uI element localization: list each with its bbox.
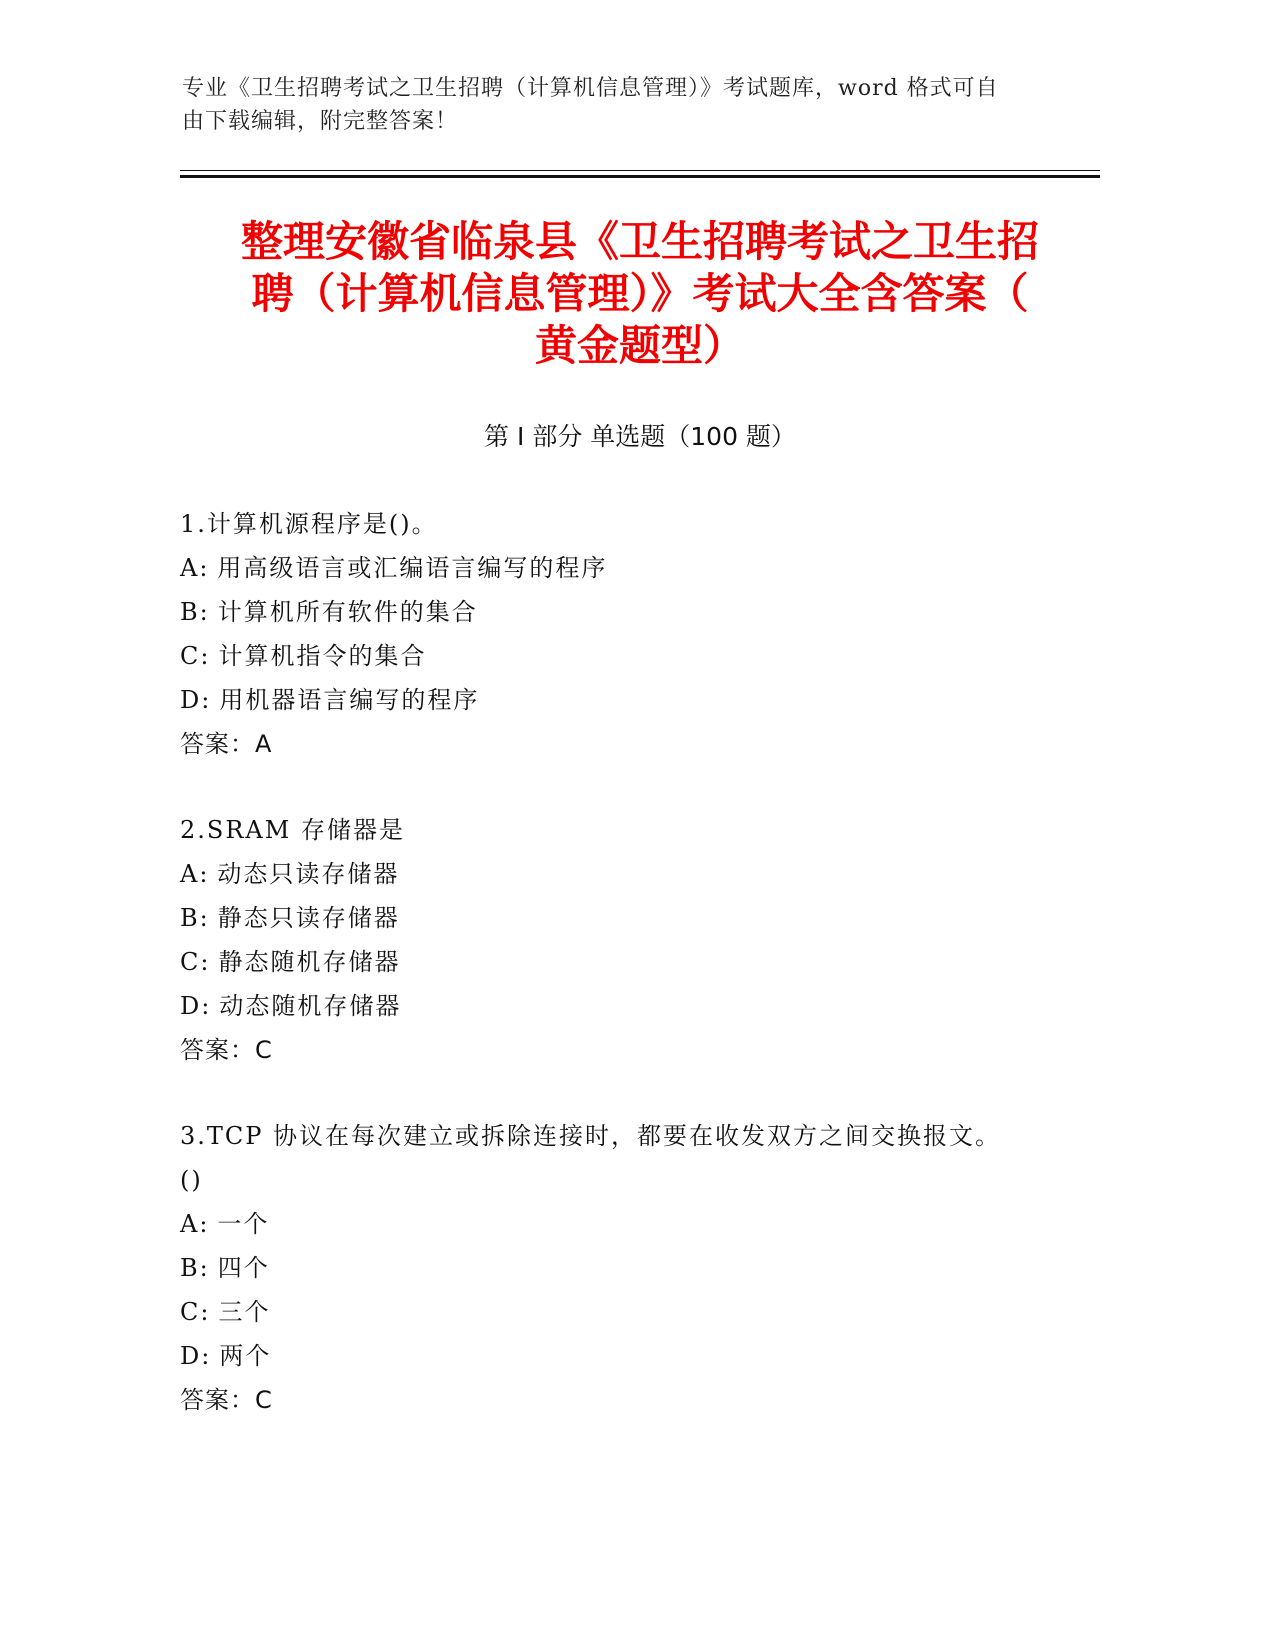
option-letter: B:: [180, 1254, 210, 1282]
option-letter: B:: [180, 904, 210, 932]
question-3: [180, 1114, 1080, 1422]
option-text: 静态只读存储器: [217, 904, 400, 932]
option-text: 动态只读存储器: [217, 860, 400, 888]
option-text: 四个: [217, 1254, 270, 1282]
title-line-1: 整理安徽省临泉县《卫生招聘考试之卫生招: [240, 217, 1039, 266]
option-text: 用高级语言或汇编语言编写的程序: [217, 554, 608, 582]
question-2: [180, 808, 1080, 1072]
answer-line: 答案：A: [180, 730, 273, 758]
option-text: 动态随机存储器: [219, 992, 402, 1020]
option-text: 计算机指令的集合: [218, 642, 427, 670]
option-c: [180, 634, 1080, 678]
option-letter: A:: [180, 860, 210, 888]
option-a: [180, 1202, 1080, 1246]
option-b: [180, 590, 1080, 634]
title-line-2: 聘（计算机信息管理）》考试大全含答案（: [251, 269, 1029, 318]
option-c: [180, 940, 1080, 984]
question-stem: 1.计算机源程序是()。: [180, 510, 438, 538]
option-letter: A:: [180, 1210, 210, 1238]
document-title: [180, 216, 1100, 372]
question-stem-continuation: (): [180, 1166, 203, 1194]
question-list: [180, 502, 1080, 1422]
option-a: [180, 852, 1080, 896]
header-rule-thin: [180, 170, 1100, 171]
option-b: [180, 1246, 1080, 1290]
option-a: [180, 546, 1080, 590]
title-line-3: 黄金题型）: [534, 321, 745, 370]
option-d: [180, 1334, 1080, 1378]
option-letter: D:: [180, 1342, 212, 1370]
option-letter: A:: [180, 554, 210, 582]
option-text: 计算机所有软件的集合: [217, 598, 478, 626]
option-text: 两个: [219, 1342, 272, 1370]
option-text: 用机器语言编写的程序: [219, 686, 480, 714]
option-letter: B:: [180, 598, 210, 626]
option-letter: D:: [180, 992, 212, 1020]
option-letter: C:: [180, 642, 211, 670]
option-letter: C:: [180, 948, 211, 976]
option-text: 一个: [217, 1210, 270, 1238]
option-d: [180, 678, 1080, 722]
intro-line-2: 由下载编辑，附完整答案！: [182, 109, 459, 134]
header-rule-thick: [180, 175, 1100, 178]
question-stem: 2.SRAM 存储器是: [180, 816, 405, 844]
option-text: 三个: [218, 1298, 271, 1326]
answer-line: 答案：C: [180, 1036, 273, 1064]
option-c: [180, 1290, 1080, 1334]
answer-line: 答案：C: [180, 1386, 273, 1414]
intro-text: [182, 72, 1042, 138]
option-d: [180, 984, 1080, 1028]
question-stem: 3.TCP 协议在每次建立或拆除连接时，都要在收发双方之间交换报文。: [180, 1122, 1002, 1150]
option-letter: C:: [180, 1298, 211, 1326]
option-b: [180, 896, 1080, 940]
option-letter: D:: [180, 686, 212, 714]
intro-line-1: 专业《卫生招聘考试之卫生招聘（计算机信息管理）》考试题库，word 格式可自: [182, 76, 999, 101]
question-1: [180, 502, 1080, 766]
option-text: 静态随机存储器: [218, 948, 401, 976]
section-title: 第 I 部分 单选题（100 题）: [484, 422, 796, 451]
